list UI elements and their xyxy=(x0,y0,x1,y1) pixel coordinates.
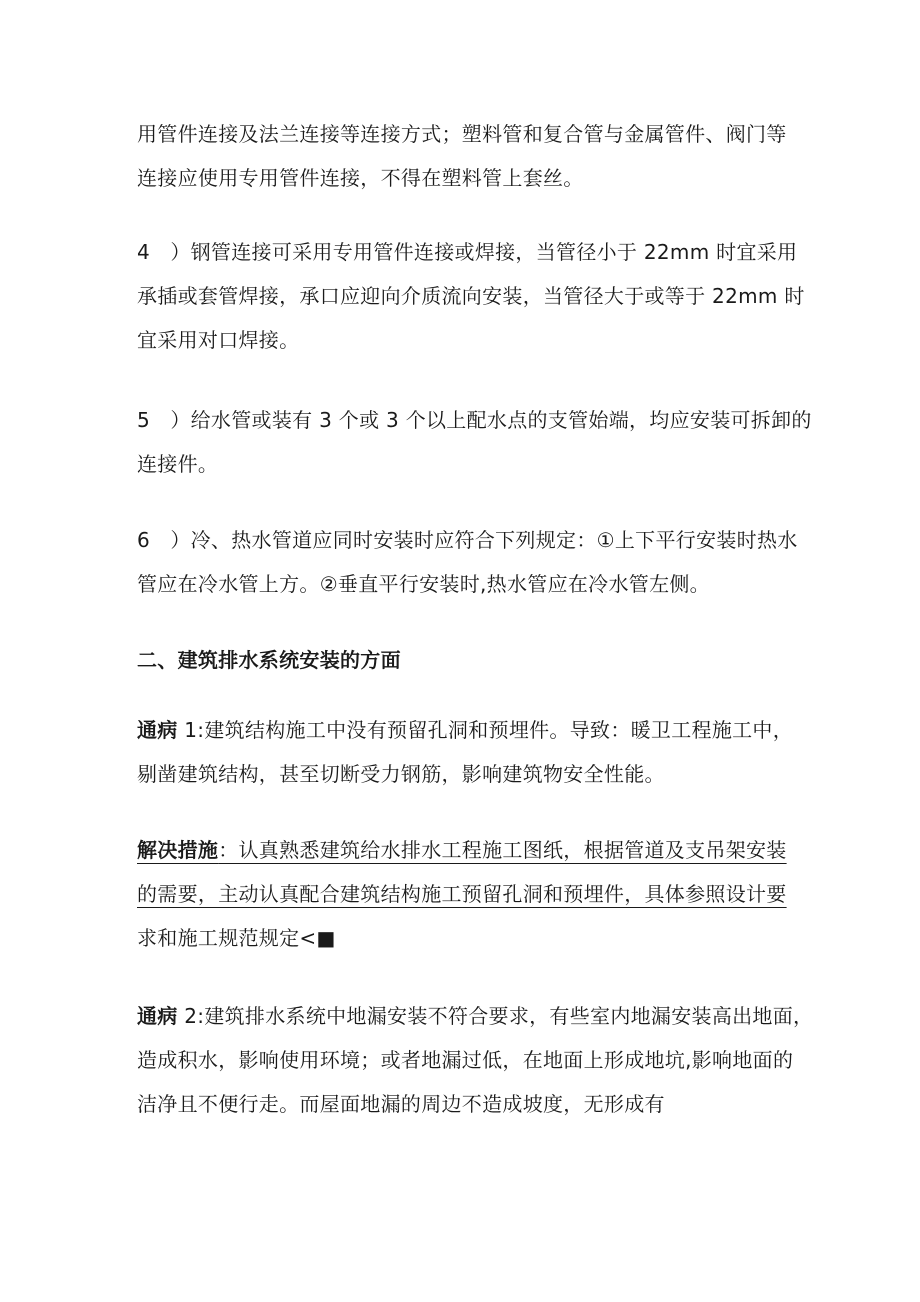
text-line: 管应在冷水管上方。②垂直平行安装时,热水管应在冷水管左侧。 xyxy=(137,572,710,596)
text-line xyxy=(137,708,797,752)
text-line: 剔凿建筑结构，甚至切断受力钢筋，影响建筑物安全性能。 xyxy=(137,762,665,786)
text-line: 宜采用对口焊接。 xyxy=(137,328,300,352)
paragraph-item-5 xyxy=(137,398,812,486)
issue-2 xyxy=(137,994,814,1126)
text-line: 6 ）冷、热水管道应同时安装时应符合下列规定：①上下平行安装时热水 xyxy=(137,528,798,552)
text-line: 连接件。 xyxy=(137,452,219,476)
solution-label: 解决措施 xyxy=(137,838,219,862)
paragraph-item-4 xyxy=(137,230,805,362)
paragraph-pipe-connection xyxy=(137,112,797,200)
text-line: 洁净且不便行走。而屋面地漏的周边不造成坡度，无形成有 xyxy=(137,1092,665,1116)
paragraph-item-6 xyxy=(137,518,797,606)
text-line: 求和施工规范规定<■ xyxy=(137,926,336,950)
heading-text: 二、建筑排水系统安装的方面 xyxy=(137,648,401,672)
text-line: 连接应使用专用管件连接，不得在塑料管上套丝。 xyxy=(137,166,584,190)
section-heading xyxy=(137,638,797,682)
text-line: 4 ）钢管连接可采用专用管件连接或焊接，当管径小于 22mm 时宜采用 xyxy=(137,240,798,264)
text-line: 的需要，主动认真配合建筑结构施工预留孔洞和预埋件，具体参照设计要 xyxy=(137,882,787,906)
issue-text: 2:建筑排水系统中地漏安装不符合要求，有些室内地漏安装高出地面， xyxy=(177,1004,814,1028)
solution-text: ：认真熟悉建筑给水排水工程施工图纸，根据管道及支吊架安装 xyxy=(218,838,787,862)
text-line: 造成积水，影响使用环境；或者地漏过低，在地面上形成地坑,影响地面的 xyxy=(137,1048,794,1072)
text-line xyxy=(137,828,797,872)
solution-1 xyxy=(137,828,797,960)
issue-text: 1:建筑结构施工中没有预留孔洞和预埋件。导致：暖卫工程施工中， xyxy=(177,718,794,742)
text-line: 用管件连接及法兰连接等连接方式；塑料管和复合管与金属管件、阀门等 xyxy=(137,122,787,146)
text-line: 5 ）给水管或装有 3 个或 3 个以上配水点的支管始端，均应安装可拆卸的 xyxy=(137,408,812,432)
issue-label: 通病 xyxy=(137,1004,178,1028)
issue-label: 通病 xyxy=(137,718,178,742)
text-line: 承插或套管焊接，承口应迎向介质流向安装，当管径大于或等于 22mm 时 xyxy=(137,284,805,308)
issue-1 xyxy=(137,708,797,796)
text-line xyxy=(137,994,814,1038)
